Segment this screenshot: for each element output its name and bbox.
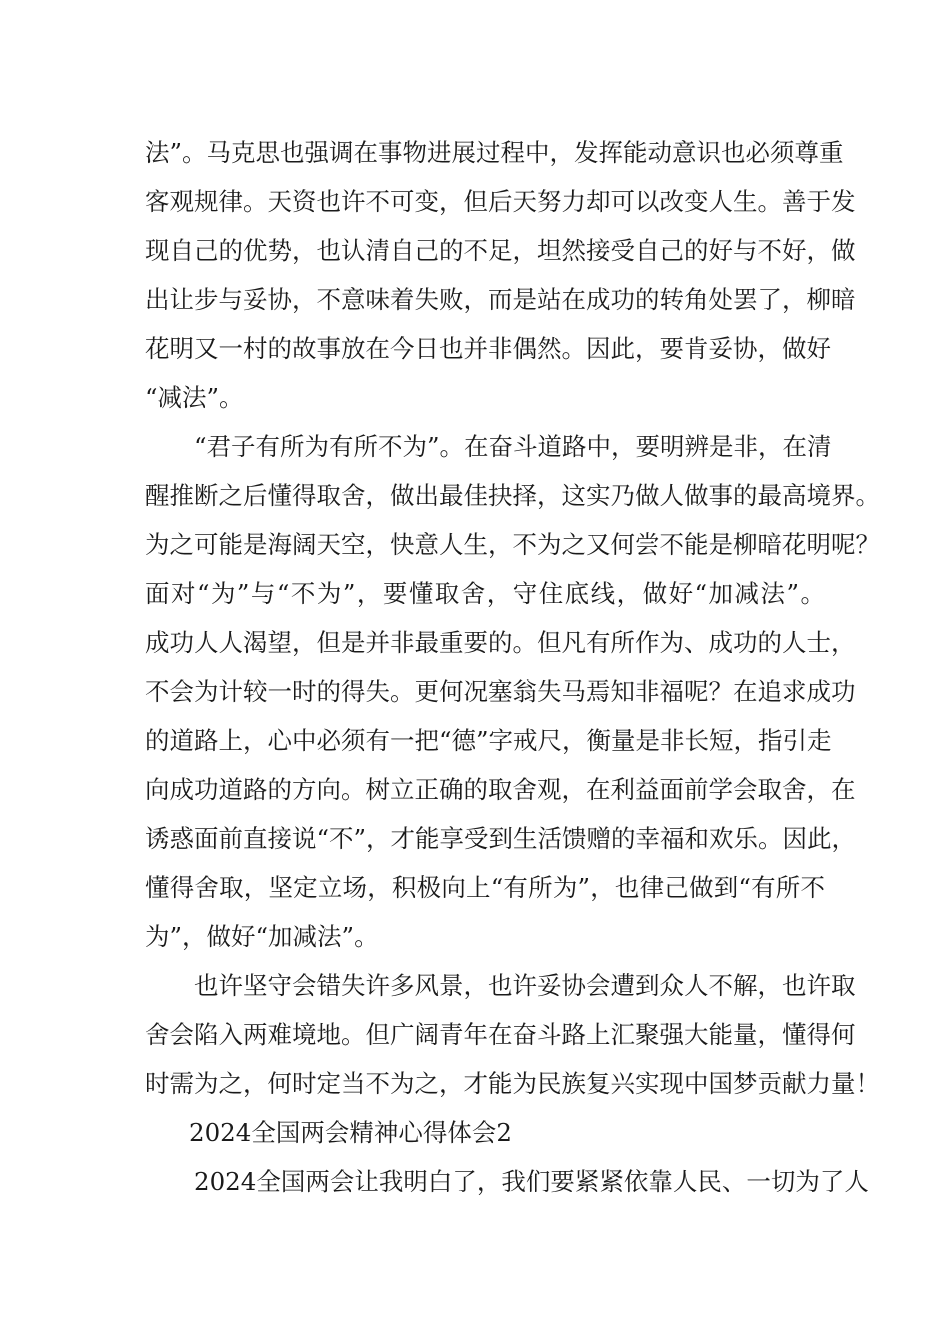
text-line: 法”。马克思也强调在事物进展过程中，发挥能动意识也必须尊重 [145,138,844,167]
text-line: 懂得舍取，坚定立场，积极向上“有所为”，也律己做到“有所不 [145,873,825,902]
text-line: “减法”。 [145,383,244,412]
text-line: 面对“为”与“不为”，要懂取舍，守住底线，做好“加减法”。 [145,579,825,608]
document-body [145,128,880,1206]
text-line: 成功人人渴望，但是并非最重要的。但凡有所作为、成功的人士， [145,628,856,657]
text-line: 时需为之，何时定当不为之，才能为民族复兴实现中国梦贡献力量！ [145,1069,880,1098]
text-line: 为之可能是海阔天空，快意人生，不为之又何尝不能是柳暗花明呢？ [145,530,880,559]
text-line: 也许坚守会错失许多风景，也许妥协会遭到众人不解，也许取 [194,971,856,1000]
text-line: 花明又一村的故事放在今日也并非偶然。因此，要肯妥协，做好 [145,334,831,363]
text-line: 的道路上，心中必须有一把“德”字戒尺，衡量是非长短，指引走 [145,726,832,755]
text-line: 向成功道路的方向。树立正确的取舍观，在利益面前学会取舍，在 [145,775,856,804]
text-line: 醒推断之后懂得取舍，做出最佳抉择，这实乃做人做事的最高境界。 [145,481,880,510]
text-line: 舍会陷入两难境地。但广阔青年在奋斗路上汇聚强大能量，懂得何 [145,1020,856,1049]
text-line: 为”，做好“加减法”。 [145,922,379,951]
text-line: 出让步与妥协，不意味着失败，而是站在成功的转角处罢了，柳暗 [145,285,856,314]
text-line: 现自己的优势，也认清自己的不足，坦然接受自己的好与不好，做 [145,236,856,265]
text-line: 客观规律。天资也许不可变，但后天努力却可以改变人生。善于发 [145,187,856,216]
text-line: 不会为计较一时的得失。更何况塞翁失马焉知非福呢？在追求成功 [145,677,856,706]
text-line: 诱惑面前直接说“不”，才能享受到生活馈赠的幸福和欢乐。因此， [145,824,857,853]
text-line: “君子有所为有所不为”。在奋斗道路中，要明辨是非，在清 [194,432,832,461]
text-line: 2024全国两会让我明白了，我们要紧紧依靠人民、一切为了人 [194,1167,869,1196]
section-heading: 2024全国两会精神心得体会2 [189,1118,512,1147]
